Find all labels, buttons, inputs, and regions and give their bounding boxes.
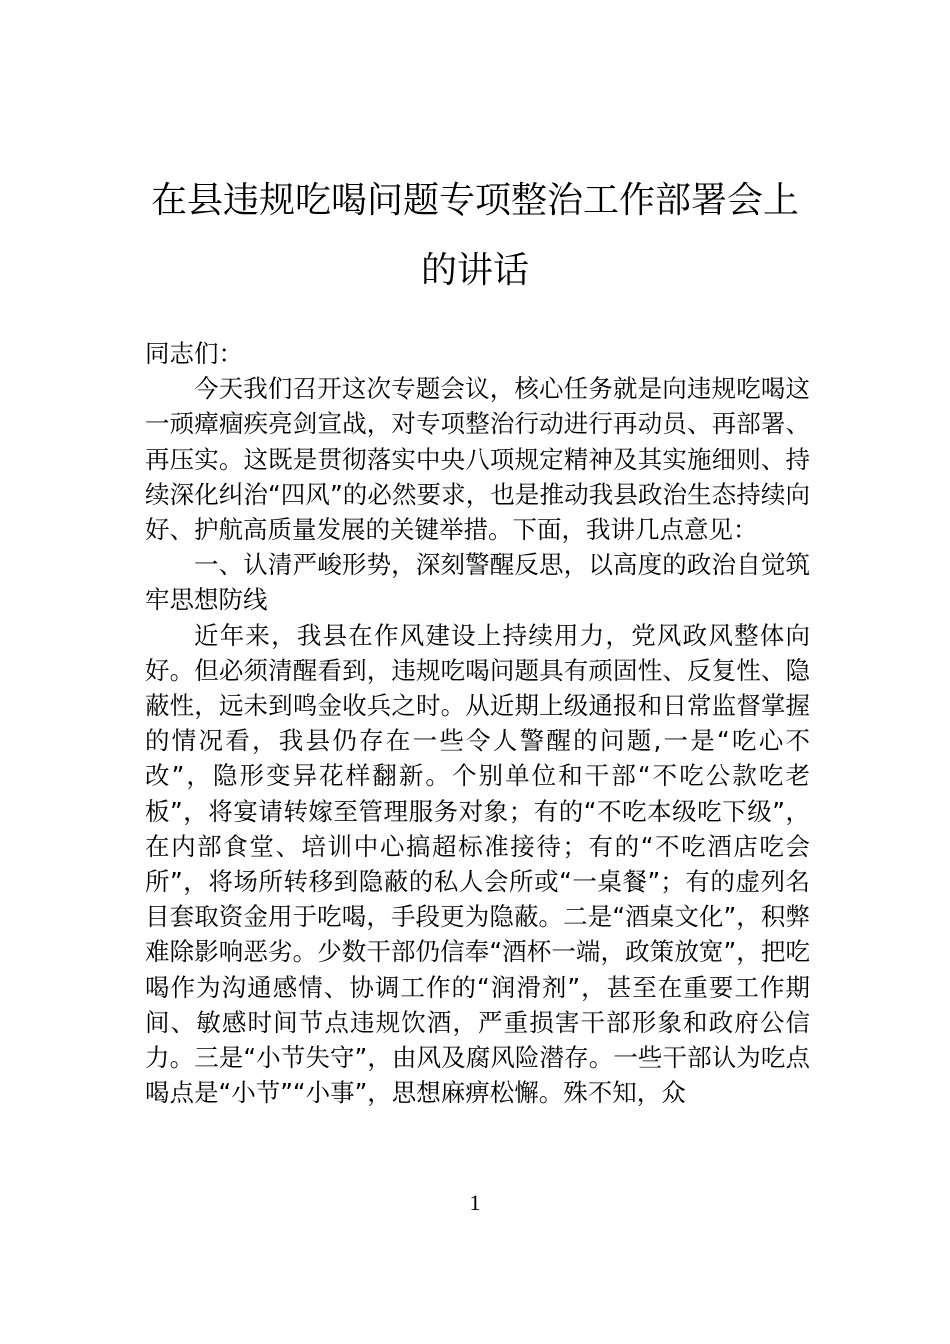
document-title: 在县违规吃喝问题专项整治工作部署会上的讲话 bbox=[150, 180, 799, 291]
section-heading-one: 一、认清严峻形势，深刻警醒反思，以高度的政治自觉筑牢思想防线 bbox=[145, 550, 810, 615]
salutation: 同志们： bbox=[145, 339, 243, 368]
paragraph-opening: 今天我们召开这次专题会议，核心任务就是向违规吃喝这一顽瘴痼疾亮剑宣战，对专项整治行动进行再动员、再部署、再压实。这既是贯彻落实中央八项规定精神及其实施细则、持续深化纠治“四风”的必然要求，也是推动我县政治生态持续向好、护航高质量发展的关键举措。下面，我讲几点意见： bbox=[145, 374, 810, 545]
paragraph-situation: 近年来，我县在作风建设上持续用力，党风政风整体向好。但必须清醒看到，违规吃喝问题具有顽固性、反复性、隐蔽性，远未到鸣金收兵之时。从近期上级通报和日常监督掌握的情况看，我县仍存在一些令人警醒的问题,一是“吃心不改”，隐形变异花样翻新。个别单位和干部“不吃公款吃老板”，将宴请转嫁至管理服务对象；有的“不吃本级吃下级”，在内部食堂、培训中心搞超标准接待；有的“不吃酒店吃会所”，将场所转移到隐蔽的私人会所或“一桌餐”；有的虚列名目套取资金用于吃喝，手段更为隐蔽。二是“酒桌文化”，积弊难除影响恶劣。少数干部仍信奉“酒杯一端，政策放宽”，把吃喝作为沟通感情、协调工作的“润滑剂”，甚至在重要工作期间、敏感时间节点违规饮酒，严重损害干部形象和政府公信力。三是“小节失守”，由风及腐风险潜存。一些干部认为吃点喝点是“小节”“小事”，思想麻痹松懈。殊不知，众 bbox=[145, 620, 810, 1108]
document-body bbox=[145, 336, 810, 1110]
page-number: 1 bbox=[469, 1190, 481, 1215]
